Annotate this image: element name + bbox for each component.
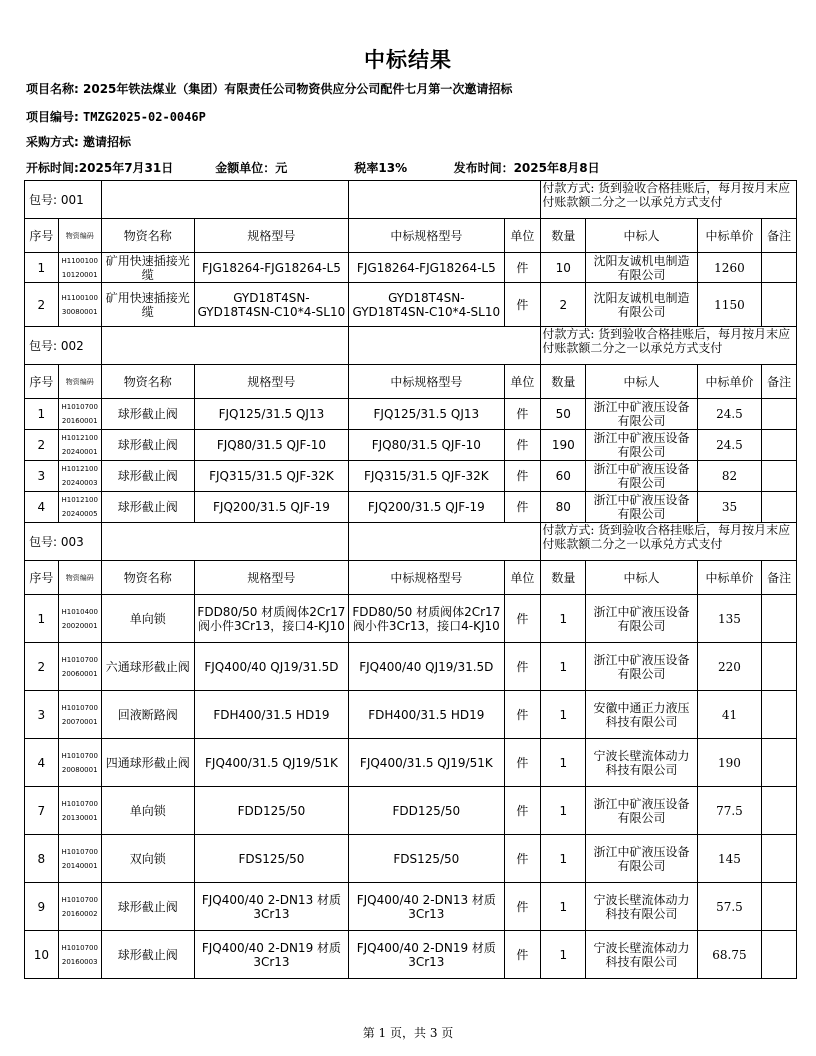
winner: 浙江中矿液压设备有限公司 <box>586 835 697 883</box>
header-row <box>25 365 797 399</box>
quantity: 1 <box>541 931 586 979</box>
remark <box>762 739 797 787</box>
remark <box>762 492 797 523</box>
unit-price: 24.5 <box>697 399 761 430</box>
column-header: 序号 <box>25 561 59 595</box>
method-label: 采购方式: <box>26 135 79 149</box>
material-name: 矿用快速插接光缆 <box>101 253 194 283</box>
winner: 浙江中矿液压设备有限公司 <box>586 787 697 835</box>
column-header: 单位 <box>504 561 541 595</box>
column-header: 中标单价 <box>697 561 761 595</box>
column-header: 数量 <box>541 365 586 399</box>
remark <box>762 430 797 461</box>
unit-price: 1150 <box>697 283 761 327</box>
blank-cell <box>101 523 348 561</box>
row-no: 7 <box>25 787 59 835</box>
material-code: H1100100 10120001 <box>58 253 101 283</box>
winner: 沈阳友诚机电制造有限公司 <box>586 283 697 327</box>
winning-spec: FDD125/50 <box>349 787 504 835</box>
winner: 浙江中矿液压设备有限公司 <box>586 595 697 643</box>
table-row <box>25 787 797 835</box>
remark <box>762 399 797 430</box>
project-name-label: 项目名称: <box>26 82 79 96</box>
row-no: 1 <box>25 399 59 430</box>
package-row <box>25 523 797 561</box>
winning-spec: FJQ200/31.5 QJF-19 <box>349 492 504 523</box>
winner: 宁波长壁流体动力科技有限公司 <box>586 931 697 979</box>
row-no: 9 <box>25 883 59 931</box>
column-header: 物资名称 <box>101 219 194 253</box>
quantity: 2 <box>541 283 586 327</box>
material-name: 球形截止阀 <box>101 883 194 931</box>
publish-time: 发布时间：2025年8月8日 <box>453 161 600 175</box>
winning-spec: FJQ315/31.5 QJF-32K <box>349 461 504 492</box>
spec: FJQ125/31.5 QJ13 <box>194 399 348 430</box>
winner: 浙江中矿液压设备有限公司 <box>586 399 697 430</box>
spec: FJQ80/31.5 QJF-10 <box>194 430 348 461</box>
header-row <box>25 561 797 595</box>
material-name: 球形截止阀 <box>101 399 194 430</box>
spec: FDD80/50 材质阀体2Cr17 阀小件3Cr13，接口4-KJ10 <box>194 595 348 643</box>
table-row <box>25 835 797 883</box>
winning-spec: FJQ400/31.5 QJ19/51K <box>349 739 504 787</box>
table-row <box>25 931 797 979</box>
winning-spec: FJQ125/31.5 QJ13 <box>349 399 504 430</box>
material-name: 四通球形截止阀 <box>101 739 194 787</box>
material-code: H1012100 20240001 <box>58 430 101 461</box>
material-code: H1012100 20240005 <box>58 492 101 523</box>
unit: 件 <box>504 253 541 283</box>
quantity: 80 <box>541 492 586 523</box>
spec: FJQ400/40 2-DN13 材质3Cr13 <box>194 883 348 931</box>
payment-terms: 付款方式: 货到验收合格挂账后，每月按月末应付账款额二分之一以承兑方式支付 <box>541 181 797 219</box>
unit: 件 <box>504 931 541 979</box>
spec: FDS125/50 <box>194 835 348 883</box>
column-header: 规格型号 <box>194 365 348 399</box>
table-row <box>25 691 797 739</box>
table-row <box>25 492 797 523</box>
quantity: 60 <box>541 461 586 492</box>
package-label: 包号: 002 <box>25 327 102 365</box>
row-no: 2 <box>25 430 59 461</box>
material-name: 球形截止阀 <box>101 492 194 523</box>
remark <box>762 883 797 931</box>
column-header: 中标人 <box>586 561 697 595</box>
package-row <box>25 327 797 365</box>
unit: 件 <box>504 739 541 787</box>
column-header: 中标单价 <box>697 219 761 253</box>
unit-price: 57.5 <box>697 883 761 931</box>
row-no: 1 <box>25 595 59 643</box>
blank-cell <box>101 327 348 365</box>
unit-price: 220 <box>697 643 761 691</box>
unit-price: 190 <box>697 739 761 787</box>
column-header: 备注 <box>762 561 797 595</box>
unit: 件 <box>504 595 541 643</box>
spec: FDD125/50 <box>194 787 348 835</box>
winning-spec: FJQ400/40 2-DN13 材质3Cr13 <box>349 883 504 931</box>
spec: FJQ400/40 QJ19/31.5D <box>194 643 348 691</box>
material-code: H1010400 20020001 <box>58 595 101 643</box>
winning-spec: FJG18264-FJG18264-L5 <box>349 253 504 283</box>
row-no: 3 <box>25 461 59 492</box>
page-title: 中标结果 <box>364 48 452 72</box>
spec: GYD18T4SN-GYD18T4SN-C10*4-SL10 <box>194 283 348 327</box>
column-header: 中标人 <box>586 365 697 399</box>
material-code: H1010700 20060001 <box>58 643 101 691</box>
column-header: 数量 <box>541 219 586 253</box>
table-row <box>25 461 797 492</box>
column-header: 单位 <box>504 219 541 253</box>
unit-price: 82 <box>697 461 761 492</box>
table-row <box>25 430 797 461</box>
material-code: H1012100 20240003 <box>58 461 101 492</box>
blank-cell <box>101 181 348 219</box>
unit-price: 135 <box>697 595 761 643</box>
row-no: 1 <box>25 253 59 283</box>
column-header: 物资名称 <box>101 365 194 399</box>
material-name: 球形截止阀 <box>101 461 194 492</box>
remark <box>762 787 797 835</box>
spec: FJQ200/31.5 QJF-19 <box>194 492 348 523</box>
row-no: 3 <box>25 691 59 739</box>
table-row <box>25 283 797 327</box>
material-name: 球形截止阀 <box>101 430 194 461</box>
quantity: 1 <box>541 643 586 691</box>
row-no: 2 <box>25 283 59 327</box>
unit-price: 77.5 <box>697 787 761 835</box>
remark <box>762 691 797 739</box>
material-code: H1010700 20070001 <box>58 691 101 739</box>
unit-price: 35 <box>697 492 761 523</box>
material-code: H1010700 20130001 <box>58 787 101 835</box>
material-code: H1100100 30080001 <box>58 283 101 327</box>
column-header: 规格型号 <box>194 561 348 595</box>
amount-unit: 金额单位：元 <box>215 161 288 175</box>
quantity: 1 <box>541 883 586 931</box>
remark <box>762 461 797 492</box>
winning-spec: FJQ400/40 2-DN19 材质3Cr13 <box>349 931 504 979</box>
winning-spec: FJQ80/31.5 QJF-10 <box>349 430 504 461</box>
table-row <box>25 739 797 787</box>
unit-price: 41 <box>697 691 761 739</box>
unit: 件 <box>504 283 541 327</box>
quantity: 1 <box>541 691 586 739</box>
material-code: H1010700 20160002 <box>58 883 101 931</box>
material-code: H1010700 20140001 <box>58 835 101 883</box>
project-name: 2025年铁法煤业（集团）有限责任公司物资供应分公司配件七月第一次邀请招标 <box>83 82 513 96</box>
column-header: 中标单价 <box>697 365 761 399</box>
package-label: 包号: 003 <box>25 523 102 561</box>
winner: 宁波长壁流体动力科技有限公司 <box>586 739 697 787</box>
payment-terms: 付款方式: 货到验收合格挂账后，每月按月末应付账款额二分之一以承兑方式支付 <box>541 523 797 561</box>
column-header: 中标人 <box>586 219 697 253</box>
row-no: 8 <box>25 835 59 883</box>
unit: 件 <box>504 399 541 430</box>
column-header: 物资编码 <box>58 561 101 595</box>
winning-spec: GYD18T4SN-GYD18T4SN-C10*4-SL10 <box>349 283 504 327</box>
material-name: 单向锁 <box>101 787 194 835</box>
winner: 宁波长壁流体动力科技有限公司 <box>586 883 697 931</box>
column-header: 备注 <box>762 219 797 253</box>
material-name: 单向锁 <box>101 595 194 643</box>
tax-rate: 税率13% <box>354 161 408 175</box>
column-header: 物资名称 <box>101 561 194 595</box>
unit: 件 <box>504 787 541 835</box>
winning-spec: FDS125/50 <box>349 835 504 883</box>
quantity: 1 <box>541 595 586 643</box>
winning-spec: FDD80/50 材质阀体2Cr17 阀小件3Cr13，接口4-KJ10 <box>349 595 504 643</box>
column-header: 物资编码 <box>58 219 101 253</box>
table-row <box>25 253 797 283</box>
unit: 件 <box>504 643 541 691</box>
winner: 浙江中矿液压设备有限公司 <box>586 430 697 461</box>
project-name-line <box>26 80 512 97</box>
table-row <box>25 883 797 931</box>
unit: 件 <box>504 691 541 739</box>
remark <box>762 253 797 283</box>
material-name: 回液断路阀 <box>101 691 194 739</box>
quantity: 1 <box>541 787 586 835</box>
blank-cell <box>349 523 541 561</box>
row-no: 2 <box>25 643 59 691</box>
material-name: 球形截止阀 <box>101 931 194 979</box>
blank-cell <box>349 327 541 365</box>
winner: 浙江中矿液压设备有限公司 <box>586 643 697 691</box>
spec: FJQ400/40 2-DN19 材质3Cr13 <box>194 931 348 979</box>
unit: 件 <box>504 430 541 461</box>
time-line <box>26 159 600 176</box>
material-code: H1010700 20160003 <box>58 931 101 979</box>
unit-price: 68.75 <box>697 931 761 979</box>
spec: FJG18264-FJG18264-L5 <box>194 253 348 283</box>
remark <box>762 595 797 643</box>
remark <box>762 643 797 691</box>
column-header: 物资编码 <box>58 365 101 399</box>
winner: 浙江中矿液压设备有限公司 <box>586 461 697 492</box>
project-no: TMZG2025-02-0046P <box>83 110 206 124</box>
column-header: 中标规格型号 <box>349 365 504 399</box>
winner: 沈阳友诚机电制造有限公司 <box>586 253 697 283</box>
unit: 件 <box>504 461 541 492</box>
remark <box>762 283 797 327</box>
quantity: 1 <box>541 739 586 787</box>
method: 邀请招标 <box>83 135 132 149</box>
spec: FJQ400/31.5 QJ19/51K <box>194 739 348 787</box>
winner: 安徽中通正力液压科技有限公司 <box>586 691 697 739</box>
material-name: 六通球形截止阀 <box>101 643 194 691</box>
unit-price: 1260 <box>697 253 761 283</box>
column-header: 备注 <box>762 365 797 399</box>
material-code: H1010700 20080001 <box>58 739 101 787</box>
header-row <box>25 219 797 253</box>
unit-price: 24.5 <box>697 430 761 461</box>
column-header: 中标规格型号 <box>349 561 504 595</box>
column-header: 序号 <box>25 219 59 253</box>
package-label: 包号: 001 <box>25 181 102 219</box>
row-no: 10 <box>25 931 59 979</box>
row-no: 4 <box>25 492 59 523</box>
unit-price: 145 <box>697 835 761 883</box>
material-name: 矿用快速插接光缆 <box>101 283 194 327</box>
payment-terms: 付款方式: 货到验收合格挂账后，每月按月末应付账款额二分之一以承兑方式支付 <box>541 327 797 365</box>
material-name: 双向锁 <box>101 835 194 883</box>
column-header: 中标规格型号 <box>349 219 504 253</box>
unit: 件 <box>504 492 541 523</box>
column-header: 序号 <box>25 365 59 399</box>
page-footer: 第 1 页，共 3 页 <box>362 1026 454 1040</box>
spec: FJQ315/31.5 QJF-32K <box>194 461 348 492</box>
spec: FDH400/31.5 HD19 <box>194 691 348 739</box>
winning-spec: FDH400/31.5 HD19 <box>349 691 504 739</box>
column-header: 单位 <box>504 365 541 399</box>
column-header: 数量 <box>541 561 586 595</box>
quantity: 50 <box>541 399 586 430</box>
results-table <box>24 180 797 979</box>
table-row <box>25 643 797 691</box>
winning-spec: FJQ400/40 QJ19/31.5D <box>349 643 504 691</box>
quantity: 10 <box>541 253 586 283</box>
table-row <box>25 399 797 430</box>
method-line <box>26 133 131 150</box>
blank-cell <box>349 181 541 219</box>
unit: 件 <box>504 883 541 931</box>
open-time: 开标时间:2025年7月31日 <box>26 161 174 175</box>
remark <box>762 931 797 979</box>
remark <box>762 835 797 883</box>
project-no-label: 项目编号: <box>26 110 79 124</box>
winner: 浙江中矿液压设备有限公司 <box>586 492 697 523</box>
column-header: 规格型号 <box>194 219 348 253</box>
quantity: 190 <box>541 430 586 461</box>
table-row <box>25 595 797 643</box>
quantity: 1 <box>541 835 586 883</box>
unit: 件 <box>504 835 541 883</box>
package-row <box>25 181 797 219</box>
material-code: H1010700 20160001 <box>58 399 101 430</box>
project-no-line <box>26 108 206 125</box>
row-no: 4 <box>25 739 59 787</box>
